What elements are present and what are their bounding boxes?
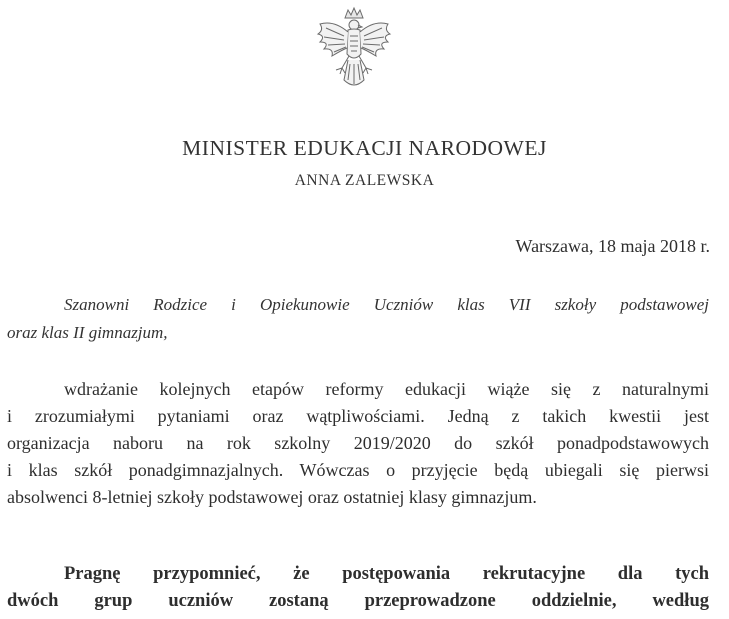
paragraph-line: wdrażanie kolejnych etapów reformy edukacji wiąże się z naturalnymi [64,379,709,399]
paragraph-line: organizacja naboru na rok szkolny 2019/2020 do szkół ponadpodstawowych [7,433,709,453]
paragraph-line: absolwenci 8-letniej szkoły podstawowej oraz ostatniej klasy gimnazjum. [7,487,537,507]
paragraph-intro [7,376,709,511]
paragraph-line: i zrozumiałymi pytaniami oraz wątpliwościami. Jedną z takich kwestii jest [7,406,709,426]
paragraph-line: Pragnę przypomnieć, że postępowania rekrutacyjne dla tych [64,564,709,584]
paragraph-line: dwóch grup uczniów zostaną przeprowadzone oddzielnie, według [7,591,709,611]
letter-title: MINISTER EDUKACJI NARODOWEJ [182,136,547,160]
letter-subtitle: ANNA ZALEWSKA [294,172,435,189]
paragraph-recruitment [7,561,709,615]
place-date: Warszawa, 18 maja 2018 r. [515,236,710,256]
paragraph-line: i klas szkół ponadgimnazjalnych. Wówczas o przyjęcie będą ubiegali się pierwsi [7,460,709,480]
greeting-line: oraz klas II gimnazjum, [7,323,168,342]
polish-eagle-emblem-icon [314,6,394,92]
greeting-line: Szanowni Rodzice i Opiekunowie Uczniów klas VII szkoły podstawowej [64,295,709,314]
greeting [7,291,709,347]
